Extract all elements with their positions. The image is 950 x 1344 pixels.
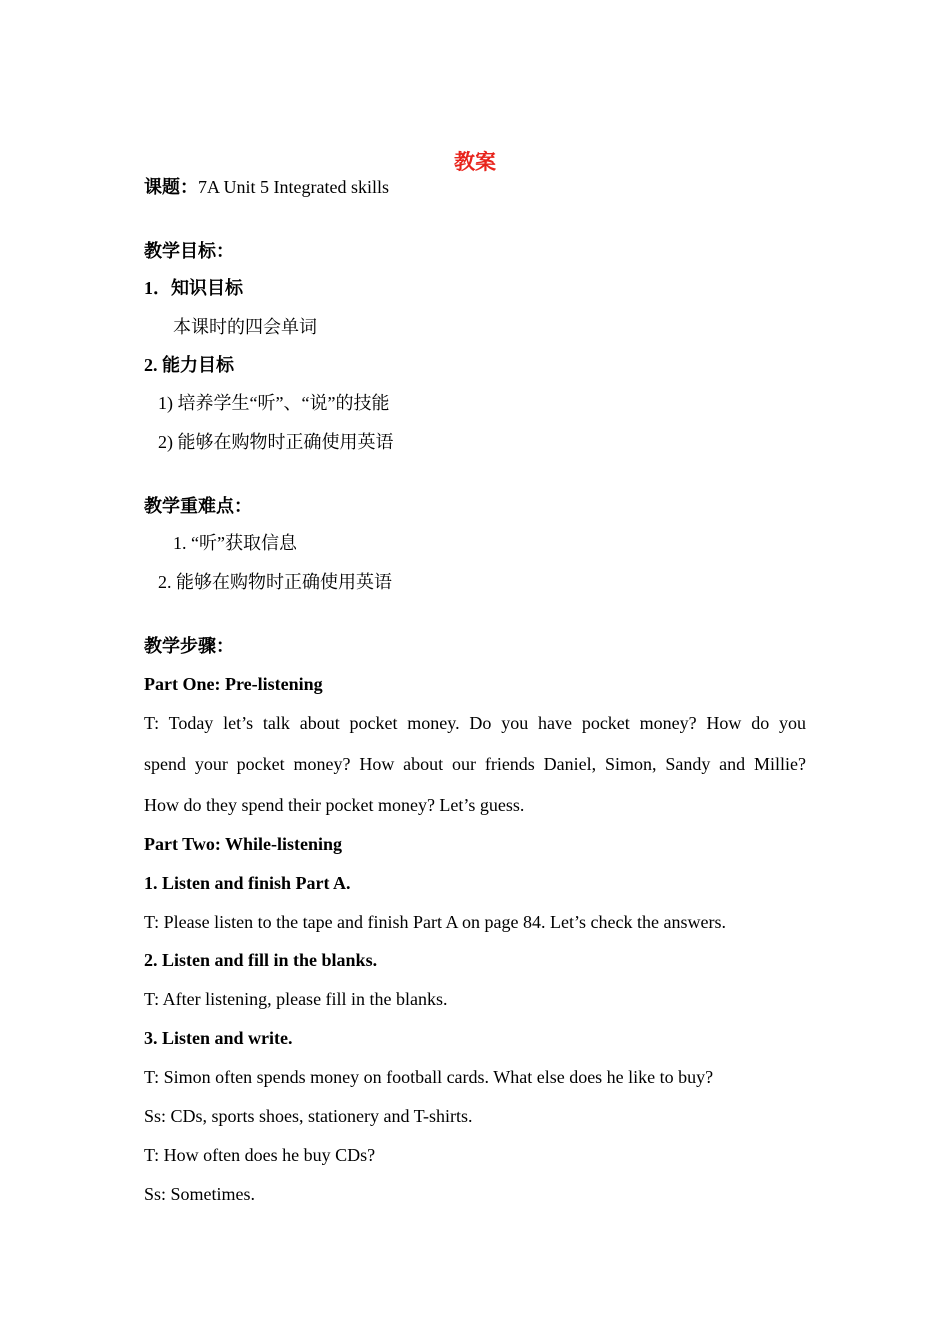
goal2-item2: 2) 能够在购物时正确使用英语 bbox=[158, 432, 394, 452]
steps-heading: 教学步骤： bbox=[144, 636, 234, 656]
key-heading: 教学重难点： bbox=[144, 496, 252, 516]
key-item1: 1. “听”获取信息 bbox=[173, 533, 297, 553]
goal1-text: 本课时的四会单词 bbox=[173, 317, 317, 337]
document-title: 教案 bbox=[454, 150, 496, 174]
dialog-line-1: T: Simon often spends money on football cards. What else does he like to buy? bbox=[144, 1067, 714, 1087]
part1-line3: How do they spend their pocket money? Let’s guess. bbox=[144, 795, 525, 815]
dialog-line-4: Ss: Sometimes. bbox=[144, 1184, 256, 1204]
goal2-heading: 2. 能力目标 bbox=[144, 355, 234, 375]
dialog-line-3: T: How often does he buy CDs? bbox=[144, 1145, 376, 1165]
topic-value: 7A Unit 5 Integrated skills bbox=[198, 177, 389, 197]
part2-heading: Part Two: While-listening bbox=[144, 834, 342, 854]
step3-heading: 3. Listen and write. bbox=[144, 1028, 293, 1048]
part1-line2: spend your pocket money? How about our friends Daniel, Simon, Sandy and Millie? bbox=[144, 754, 806, 774]
step2-heading: 2. Listen and fill in the blanks. bbox=[144, 950, 378, 970]
goals-heading: 教学目标： bbox=[144, 241, 234, 261]
topic-label: 课题： bbox=[144, 177, 198, 197]
step2-text: T: After listening, please fill in the blanks. bbox=[144, 989, 448, 1009]
part1-heading: Part One: Pre-listening bbox=[144, 674, 323, 694]
topic-line bbox=[144, 175, 389, 199]
goal2-item1: 1) 培养学生“听”、“说”的技能 bbox=[158, 393, 390, 413]
dialog-line-2: Ss: CDs, sports shoes, stationery and T-shirts. bbox=[144, 1106, 473, 1126]
step1-text: T: Please listen to the tape and finish Part A on page 84. Let’s check the answers. bbox=[144, 912, 726, 932]
part1-line1: T: Today let’s talk about pocket money. Do you have pocket money? How do you bbox=[144, 713, 806, 733]
step1-heading: 1. Listen and finish Part A. bbox=[144, 873, 351, 893]
key-item2: 2. 能够在购物时正确使用英语 bbox=[158, 572, 392, 592]
goal1-heading: 1．知识目标 bbox=[144, 278, 243, 298]
